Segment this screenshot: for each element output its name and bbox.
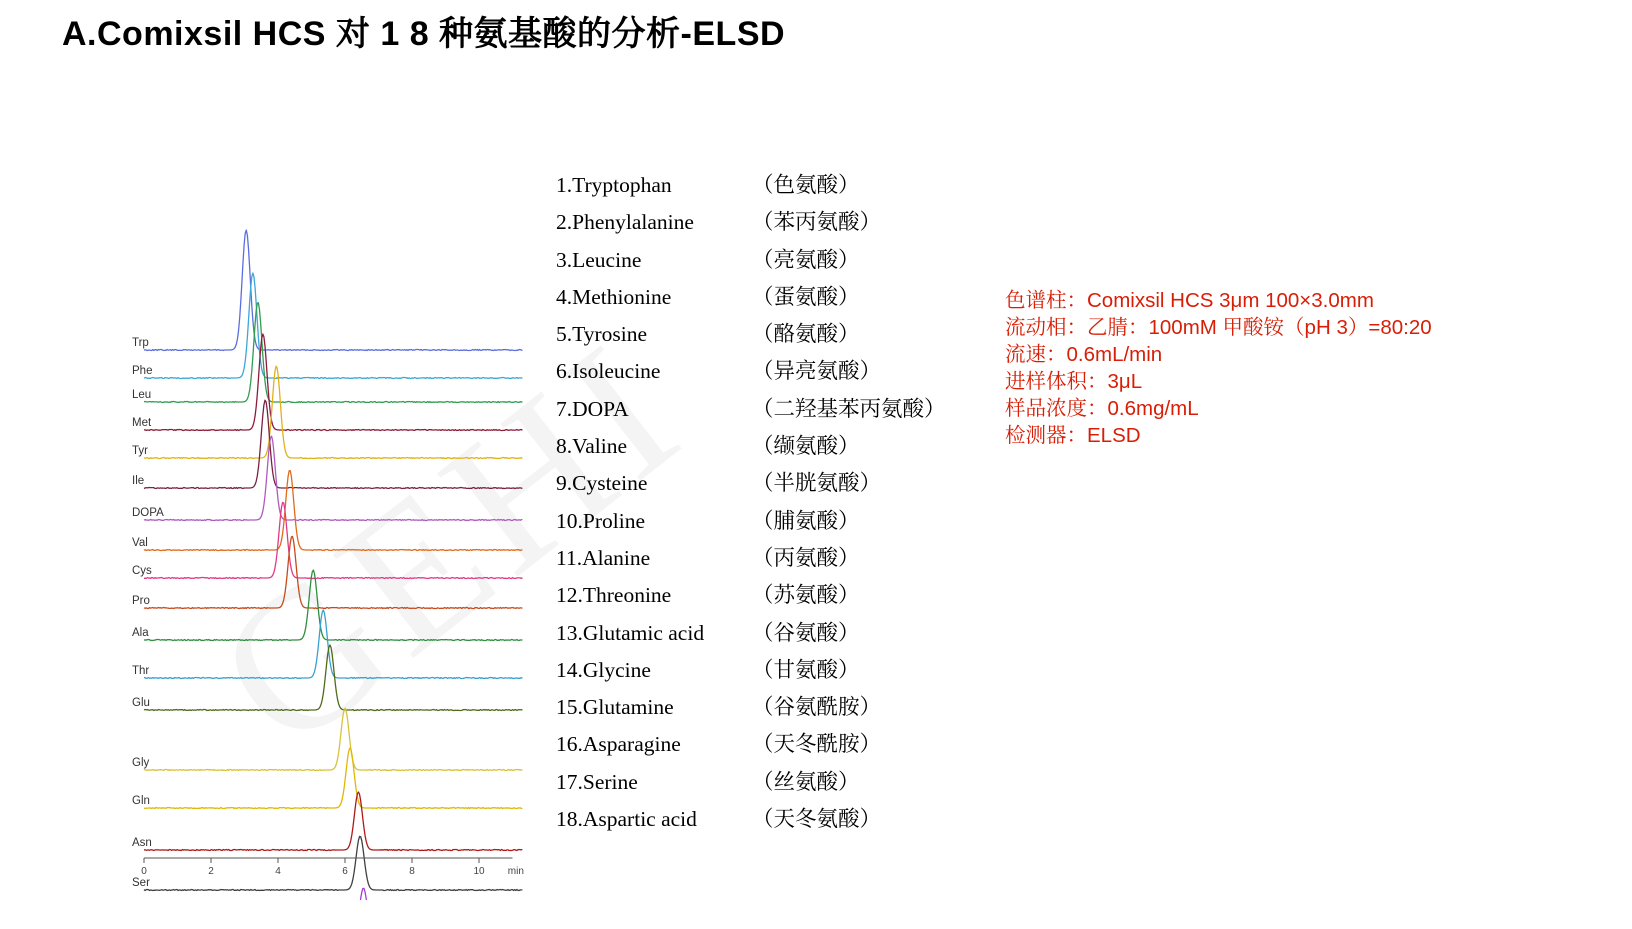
analyte-name-cn: （缬氨酸）	[752, 434, 860, 459]
trace-label-gln: Gln	[132, 795, 150, 807]
analyte-name-en: 10.Proline	[556, 508, 645, 533]
analyte-name-en: 9.Cysteine	[556, 471, 648, 496]
trace-line	[144, 471, 522, 551]
chromatogram-chart	[130, 110, 560, 900]
trace-label-asn: Asn	[132, 837, 152, 849]
analyte-row	[556, 616, 976, 653]
trace-line	[144, 570, 522, 640]
trace-line	[144, 502, 522, 578]
trace-pro	[132, 536, 522, 608]
trace-line	[144, 273, 522, 379]
analyte-name-cn: （天冬氨酸）	[752, 807, 882, 832]
analyte-row	[556, 392, 976, 429]
condition-line: 流速：0.6mL/min	[1005, 343, 1163, 366]
page-title: A.Comixsil HCS 对 1 8 种氨基酸的分析-ELSD	[62, 15, 786, 53]
x-axis-tick-label: 10	[473, 866, 485, 877]
analyte-name-cn: （二羟基苯丙氨酸）	[752, 396, 946, 421]
trace-label-dopa: DOPA	[132, 507, 164, 519]
analyte-name-en: 14.Glycine	[556, 657, 651, 682]
trace-label-met: Met	[132, 417, 152, 429]
condition-line: 样品浓度：0.6mg/mL	[1005, 397, 1199, 420]
trace-label-tyr: Tyr	[132, 445, 148, 457]
trace-label-val: Val	[132, 537, 148, 549]
analyte-name-en: 11.Alanine	[556, 545, 651, 570]
analyte-name-en: 2.Phenylalanine	[556, 210, 694, 235]
trace-line	[144, 303, 522, 403]
analyte-name-cn: （苯丙氨酸）	[752, 210, 882, 235]
trace-ile	[132, 400, 522, 488]
method-conditions	[1005, 288, 1432, 450]
analyte-row	[556, 727, 976, 764]
analyte-name-en: 15.Glutamine	[556, 695, 674, 720]
trace-label-phe: Phe	[132, 365, 153, 377]
trace-leu	[132, 303, 522, 403]
analyte-name-cn: （丙氨酸）	[752, 545, 860, 570]
analyte-name-en: 5.Tyrosine	[556, 322, 648, 347]
analyte-name-cn: （苏氨酸）	[752, 583, 860, 608]
analyte-name-en: 13.Glutamic acid	[556, 620, 705, 645]
trace-gly	[132, 708, 522, 770]
x-axis-tick-label: 4	[275, 866, 281, 877]
x-axis-label: min	[507, 866, 524, 877]
trace-trp	[132, 230, 522, 350]
analyte-name-cn: （异亮氨酸）	[752, 359, 882, 384]
trace-line	[144, 748, 522, 808]
trace-label-ala: Ala	[132, 627, 149, 639]
analyte-row	[556, 578, 976, 615]
trace-line	[144, 536, 522, 608]
trace-val	[132, 471, 522, 551]
analyte-name-en: 3.Leucine	[556, 247, 642, 272]
analyte-name-en: 6.Isoleucine	[556, 359, 661, 384]
analyte-name-cn: （蛋氨酸）	[752, 284, 860, 309]
trace-dopa	[132, 436, 522, 520]
analyte-row	[556, 802, 976, 839]
condition-line: 流动相：乙腈：100mM 甲酸铵（pH 3）=80:20	[1005, 316, 1432, 339]
trace-met	[132, 334, 522, 431]
trace-label-gly: Gly	[132, 757, 150, 769]
analyte-row	[556, 504, 976, 541]
analyte-name-cn: （亮氨酸）	[752, 247, 860, 272]
trace-ser	[132, 836, 522, 890]
analyte-name-cn: （甘氨酸）	[752, 657, 860, 682]
trace-line	[144, 230, 522, 350]
analyte-name-en: 1.Tryptophan	[556, 173, 672, 197]
analyte-name-en: 16.Asparagine	[556, 732, 681, 757]
trace-line	[144, 836, 522, 890]
x-axis-tick-label: 0	[141, 866, 147, 877]
x-axis-tick-label: 8	[409, 866, 415, 877]
trace-label-trp: Trp	[132, 337, 149, 349]
trace-label-cys: Cys	[132, 565, 152, 577]
trace-label-ile: Ile	[132, 475, 145, 487]
trace-cys	[132, 502, 522, 578]
analyte-name-cn: （酪氨酸）	[752, 322, 860, 347]
analyte-row	[556, 466, 976, 503]
analyte-name-en: 12.Threonine	[556, 583, 672, 608]
analyte-row	[556, 429, 976, 466]
trace-label-pro: Pro	[132, 595, 150, 607]
analyte-row	[556, 168, 976, 205]
analyte-name-en: 18.Aspartic acid	[556, 807, 697, 832]
trace-line	[144, 334, 522, 431]
condition-line: 色谱柱：Comixsil HCS 3μm 100×3.0mm	[1005, 289, 1374, 312]
trace-asn	[132, 792, 522, 851]
analyte-name-cn: （脯氨酸）	[752, 508, 860, 533]
analyte-name-cn: （天冬酰胺）	[752, 732, 882, 757]
trace-line	[144, 436, 522, 520]
analyte-name-cn: （丝氨酸）	[752, 769, 860, 794]
trace-tyr	[132, 366, 522, 458]
analyte-list	[556, 168, 976, 839]
x-axis-tick-label: 6	[342, 866, 348, 877]
trace-gln	[132, 748, 522, 808]
trace-line	[144, 792, 522, 851]
trace-label-glu: Glu	[132, 697, 150, 709]
analyte-name-cn: （谷氨酸）	[752, 620, 860, 645]
analyte-row	[556, 243, 976, 280]
x-axis-tick-label: 2	[208, 866, 214, 877]
analyte-name-en: 4.Methionine	[556, 284, 672, 309]
analyte-row	[556, 205, 976, 242]
condition-line: 检测器：ELSD	[1005, 424, 1141, 447]
trace-line	[144, 400, 522, 488]
trace-label-leu: Leu	[132, 389, 152, 401]
trace-label-thr: Thr	[132, 665, 150, 677]
trace-thr	[132, 610, 522, 679]
analyte-name-cn: （色氨酸）	[752, 173, 860, 197]
analyte-name-en: 17.Serine	[556, 769, 638, 794]
analyte-name-cn: （谷氨酰胺）	[752, 695, 882, 720]
analyte-name-en: 7.DOPA	[556, 396, 629, 421]
trace-label-ser: Ser	[132, 877, 150, 889]
analyte-row	[556, 354, 976, 391]
trace-phe	[132, 273, 522, 379]
analyte-row	[556, 317, 976, 354]
analyte-row	[556, 541, 976, 578]
analyte-row	[556, 653, 976, 690]
trace-line	[144, 708, 522, 770]
analyte-name-cn: （半胱氨酸）	[752, 471, 882, 496]
analyte-name-en: 8.Valine	[556, 434, 628, 459]
analyte-row	[556, 280, 976, 317]
trace-line	[144, 366, 522, 458]
analyte-row	[556, 690, 976, 727]
analyte-row	[556, 765, 976, 802]
condition-line: 进样体积：3μL	[1005, 370, 1143, 393]
